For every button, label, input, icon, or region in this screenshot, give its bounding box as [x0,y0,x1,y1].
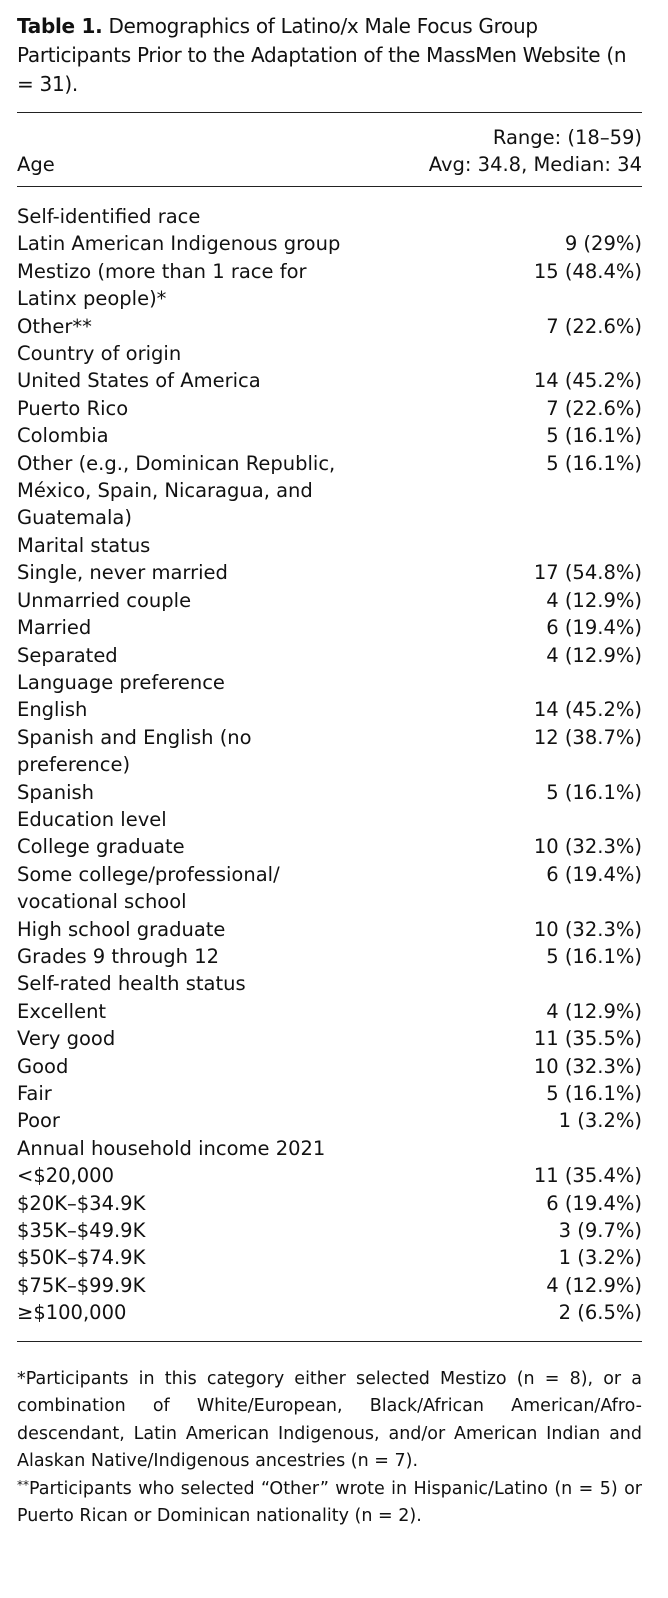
row-label: Puerto Rico [17,396,129,420]
row-value [369,1135,642,1162]
age-range: Range: (18–59) [492,126,642,149]
table-row [17,943,642,970]
header-age: Age [17,153,55,176]
row-value [369,806,642,833]
row-value [369,203,642,230]
category-row [17,532,642,559]
row-label: Mestizo (more than 1 race for Latinx people)* [17,259,307,311]
table-row [17,833,642,860]
bottom-rule [17,1341,642,1342]
row-label: $20K–$34.9K [17,1191,146,1215]
row-value: 5 (16.1%) [546,944,642,968]
category-row [17,203,642,230]
table-body [17,203,642,1327]
table-row [17,916,642,943]
category-label: Marital status [17,533,151,557]
row-label: Latin American Indigenous group [17,232,341,256]
table-row [17,258,642,313]
row-label: $50K–$74.9K [17,1246,146,1270]
row-value: 2 (6.5%) [558,1301,642,1325]
row-label: Married [17,616,92,640]
footnote-2-text: Participants who selected “Other” wrote in Hispanic/Latino (n = 5) or Puerto Rican or Dominican nationality (n = 2). [17,1478,642,1527]
row-value: 5 (16.1%) [546,780,642,804]
table-caption [17,12,642,99]
row-value: 11 (35.5%) [533,1027,642,1051]
table-row [17,230,642,257]
category-label: Self-rated health status [17,972,246,996]
table-notes [17,1366,642,1531]
table-row [17,861,642,916]
category-row [17,806,642,833]
row-label: English [17,698,88,722]
row-label: Separated [17,643,118,667]
row-value: 5 (16.1%) [546,424,642,448]
table-row [17,422,642,449]
row-value: 3 (9.7%) [558,1219,642,1243]
row-value: 6 (19.4%) [546,1191,642,1215]
row-value: 5 (16.1%) [546,1082,642,1105]
row-value: 9 (29%) [564,232,642,256]
category-row [17,1135,642,1162]
row-label: Good [17,1054,69,1078]
row-label: Unmarried couple [17,588,192,612]
row-label: United States of America [17,369,261,393]
row-value: 4 (12.9%) [546,1273,642,1297]
table-row [17,779,642,806]
row-value: 1 (3.2%) [558,1246,642,1270]
row-value: 4 (12.9%) [546,999,642,1023]
table-row [17,313,642,340]
row-label: Very good [17,1027,116,1051]
row-value: 6 (19.4%) [546,616,642,640]
table-row [17,1025,642,1052]
table-row [17,1299,642,1326]
table-row [17,1053,642,1080]
table-row [17,1217,642,1244]
row-value: 12 (38.7%) [533,725,642,749]
row-value [369,669,642,696]
category-row [17,340,642,367]
row-value: 14 (45.2%) [533,369,642,393]
table-row [17,724,642,779]
table-row [17,395,642,422]
row-label: Spanish [17,780,95,804]
row-label: ≥$100,000 [17,1301,127,1325]
table-row [17,1080,642,1107]
footnote-1: *Participants in this category either selected Mestizo (n = 8), or a combination of White/European, Black/African American/Afro-descendant, Latin American Indigenous, and/or American Indian and Alaskan Native/Indigenous ancestries (n = 7). [17,1368,642,1472]
table-row [17,1162,642,1189]
row-label: Colombia [17,424,109,448]
table-row [17,696,642,723]
row-label: Excellent [17,999,107,1023]
age-avg-median: Avg: 34.8, Median: 34 [428,153,642,176]
footnote-2 [17,1476,642,1531]
row-value: 5 (16.1%) [546,451,642,475]
footnote-2-marker: ** [17,1477,29,1492]
category-label: Education level [17,807,167,831]
table-row [17,1107,642,1134]
row-value [369,532,642,559]
header-age-stats [429,124,642,178]
row-value: 4 (12.9%) [546,588,642,612]
row-label: Other (e.g., Dominican Republic, México, Spain, Nicaragua, and Guatemala) [17,451,336,530]
category-label: Language preference [17,670,225,694]
table-row [17,1190,642,1217]
row-label: <$20,000 [17,1164,114,1188]
table-row [17,614,642,641]
row-value [369,340,642,367]
row-label: High school graduate [17,917,226,941]
row-value: 7 (22.6%) [546,314,642,338]
table-row [17,1244,642,1271]
row-value: 4 (12.9%) [546,643,642,667]
table-row [17,998,642,1025]
header-rule [17,186,642,187]
row-value: 1 (3.2%) [558,1109,642,1133]
row-value: 10 (32.3%) [533,917,642,941]
row-value: 7 (22.6%) [546,396,642,420]
category-row [17,970,642,997]
row-value [369,970,642,997]
table-row [17,450,642,532]
category-label: Country of origin [17,342,182,366]
table-label: Table 1. [17,14,103,38]
table-title: Demographics of Latino/x Male Focus Group Participants Prior to the Adaptation of the MassMen Website (n = 31). [17,14,627,96]
table-row [17,367,642,394]
row-label: College graduate [17,835,185,859]
row-label: Other** [17,314,92,338]
row-value: 15 (48.4%) [533,259,642,283]
table-header [17,113,642,178]
category-label: Annual household income 2021 [17,1136,326,1160]
table-row [17,559,642,586]
row-label: $35K–$49.9K [17,1219,146,1243]
row-label: Grades 9 through 12 [17,944,220,968]
row-label: Poor [17,1109,60,1133]
row-value: 11 (35.4%) [533,1164,642,1188]
row-value: 17 (54.8%) [533,561,642,585]
table-row [17,642,642,669]
row-value: 10 (32.3%) [533,835,642,859]
row-label: Single, never married [17,561,228,585]
row-label: Fair [17,1082,52,1105]
table-row [17,1272,642,1299]
row-value: 14 (45.2%) [533,698,642,722]
category-label: Self-identified race [17,205,201,228]
category-row [17,669,642,696]
row-value: 6 (19.4%) [546,862,642,886]
table-row [17,587,642,614]
row-label: Some college/professional/ vocational school [17,862,280,914]
demographics-table [17,203,642,1327]
row-label: Spanish and English (no preference) [17,725,252,777]
row-value: 10 (32.3%) [533,1054,642,1078]
row-label: $75K–$99.9K [17,1273,146,1297]
